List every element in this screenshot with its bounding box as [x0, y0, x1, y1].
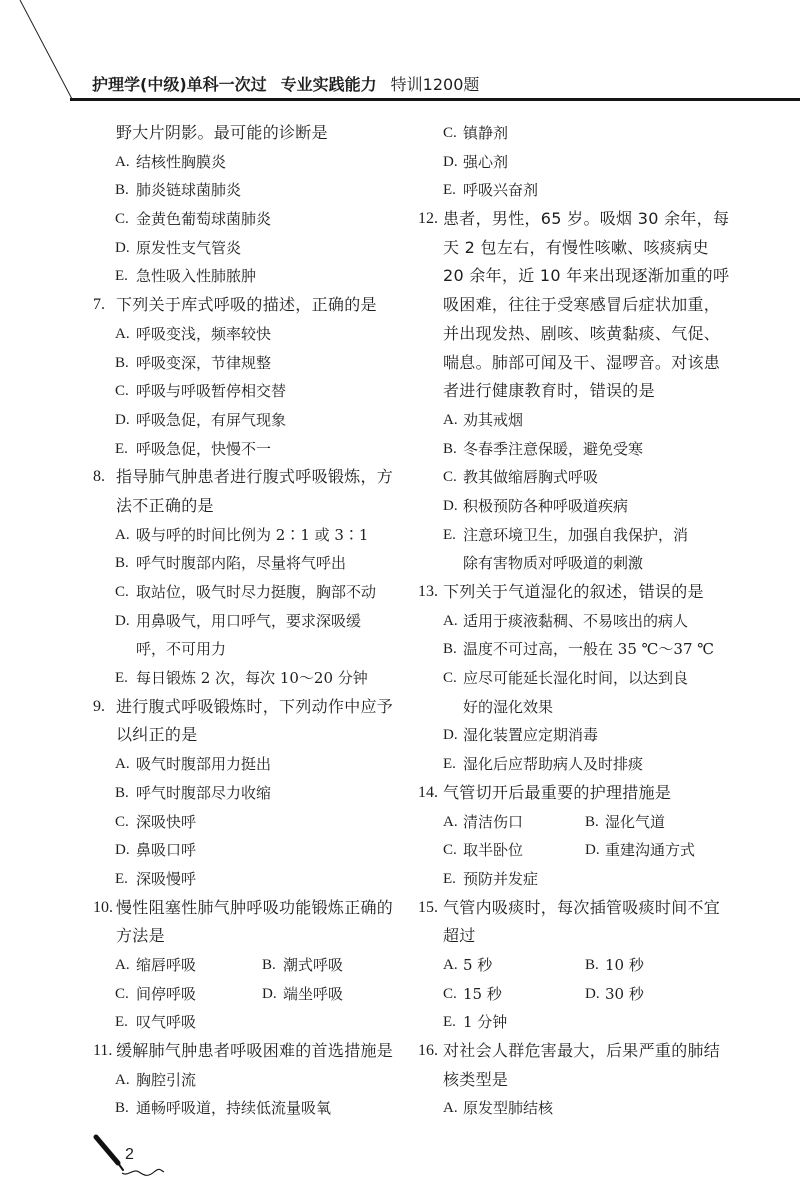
option-text: 缩唇呼吸: [136, 955, 197, 974]
option-label: C.: [115, 813, 129, 830]
option-line: [92, 951, 392, 980]
option-label: A.: [115, 1071, 130, 1088]
option-label: C.: [443, 469, 457, 486]
option-text: 湿化气道: [605, 812, 666, 831]
option-text: 端坐呼吸: [283, 984, 344, 1003]
option-text: 30 秒: [605, 984, 644, 1003]
option-text: 呼气时腹部内陷，尽量将气呼出: [136, 554, 347, 573]
option-label: A.: [115, 756, 130, 773]
question-stem: 进行腹式呼吸锻炼时，下列动作中应予: [116, 696, 394, 716]
option-label: E.: [443, 756, 456, 773]
option-text: 好的湿化效果: [463, 697, 554, 716]
running-header: [92, 75, 479, 95]
text-line: [418, 1066, 718, 1095]
option-text: 通畅呼吸道，持续低流量吸氧: [136, 1099, 332, 1118]
option-line: [92, 176, 392, 205]
option-text: 5 秒: [463, 955, 493, 974]
question-stem: 缓解肺气肿患者呼吸困难的首选措施是: [116, 1041, 394, 1060]
option-line: [418, 808, 718, 837]
question-line: [418, 578, 718, 607]
option-label: A.: [115, 526, 130, 543]
header-rule: [70, 98, 800, 101]
option-line: [92, 148, 392, 177]
option-line: [418, 463, 718, 492]
question-line: [418, 894, 721, 923]
option-text: 金黄色葡萄球菌肺炎: [136, 210, 272, 229]
option-line: [92, 1066, 392, 1095]
question-stem: 20 余年，近 10 年来出现逐渐加重的呼: [443, 266, 730, 286]
option-label: E.: [115, 268, 128, 285]
question-stem: 吸困难，往往于受寒感冒后症状加重，: [443, 295, 721, 315]
question-stem: 野大片阴影。最可能的诊断是: [116, 123, 328, 142]
option-label: A.: [443, 1100, 458, 1117]
option-line: [92, 349, 392, 378]
question-number: 14.: [418, 783, 438, 801]
option-text: 1 分钟: [463, 1013, 508, 1032]
question-stem: 患者，男性，65 岁。吸烟 30 余年，每: [443, 209, 730, 229]
option-text: 温度不可过高，一般在 35 ℃～37 ℃: [463, 640, 715, 659]
option-line: [92, 521, 392, 550]
option-label: B.: [262, 956, 276, 973]
question-stem: 气管内吸痰时，每次插管吸痰时间不宜: [443, 897, 721, 917]
option-line: [92, 750, 392, 779]
text-line: [92, 635, 392, 664]
option-text: 吸气时腹部用力挺出: [136, 755, 272, 774]
option-label: B.: [585, 813, 599, 830]
option-text: 呼吸兴奋剂: [463, 181, 539, 200]
question-number: 7.: [93, 296, 105, 314]
option-text: 镇静剂: [463, 124, 509, 142]
option-text: 劝其戒烟: [463, 410, 524, 429]
option-line: [418, 1008, 718, 1037]
text-line: [418, 234, 718, 263]
option-line: [92, 205, 392, 234]
option-label: C.: [443, 125, 457, 141]
text-line: [92, 119, 392, 148]
option-line: [418, 176, 718, 205]
option-line: [418, 435, 718, 464]
option-line: [92, 549, 392, 578]
option-text: 取半卧位: [463, 841, 524, 860]
option-text: 呼吸急促，快慢不一: [136, 439, 272, 458]
option-label: E.: [115, 670, 128, 687]
question-line: [92, 1037, 392, 1066]
question-number: 12.: [418, 210, 438, 228]
option-line: [92, 607, 392, 636]
option-line: [92, 435, 392, 464]
option-line: [92, 980, 392, 1009]
option-label: C.: [115, 383, 129, 400]
question-line: [92, 693, 392, 722]
question-line: [92, 463, 392, 492]
question-number: 11.: [93, 1042, 113, 1059]
question-stem: 者进行健康教育时，错误的是: [443, 381, 655, 401]
option-label: C.: [443, 842, 457, 859]
option-line: [418, 865, 718, 894]
option-text: 10 秒: [605, 955, 644, 974]
option-label: B.: [115, 784, 129, 801]
option-line: [418, 406, 718, 435]
text-line: [418, 693, 718, 722]
option-text: 原发性支气管炎: [136, 238, 242, 257]
option-label: B.: [115, 555, 129, 572]
option-text: 湿化后应帮助病人及时排痰: [463, 755, 644, 774]
option-text: 间停呼吸: [136, 984, 197, 1003]
question-stem: 对社会人群危害最大，后果严重的肺结: [443, 1041, 721, 1060]
option-line: [418, 119, 718, 148]
question-line: [418, 1037, 721, 1066]
option-line: [92, 664, 392, 693]
option-label: D.: [115, 612, 130, 629]
option-label: E.: [443, 526, 456, 543]
option-label: B.: [443, 641, 457, 658]
option-line: [92, 320, 392, 349]
text-line: [418, 349, 721, 378]
option-text: 每日锻炼 2 次，每次 10～20 分钟: [136, 669, 368, 688]
option-text: 急性吸入性肺脓肿: [136, 267, 257, 286]
option-line: [92, 377, 392, 406]
question-number: 8.: [93, 468, 105, 486]
option-label: E.: [443, 182, 456, 199]
option-label: E.: [443, 870, 456, 887]
option-label: B.: [115, 1100, 129, 1117]
option-label: B.: [585, 956, 599, 973]
option-line: [92, 1094, 392, 1123]
option-line: [418, 750, 718, 779]
series-title: 特训1200题: [390, 75, 480, 94]
option-line: [418, 492, 718, 521]
option-line: [418, 836, 718, 865]
question-line: [418, 205, 730, 234]
option-line: [92, 234, 392, 263]
option-line: [92, 1008, 392, 1037]
question-stem: 天 2 包左右，有慢性咳嗽、咳痰病史: [443, 237, 709, 257]
option-text: 深吸慢呼: [136, 869, 197, 888]
option-label: A.: [115, 956, 130, 973]
question-line: [92, 291, 392, 320]
option-label: E.: [115, 1014, 128, 1031]
option-label: C.: [115, 211, 129, 228]
option-text: 除有害物质对呼吸道的刺激: [463, 554, 644, 573]
option-label: A.: [443, 956, 458, 973]
question-stem: 慢性阻塞性肺气肿呼吸功能锻炼正确的: [116, 897, 394, 917]
option-label: D.: [585, 985, 600, 1002]
text-line: [418, 320, 721, 349]
question-stem: 核类型是: [443, 1069, 509, 1089]
option-text: 预防并发症: [463, 869, 539, 888]
option-text: 鼻吸口呼: [136, 841, 197, 860]
left-column: [92, 119, 392, 1123]
text-line: [92, 492, 392, 521]
option-line: [92, 808, 392, 837]
option-line: [92, 779, 392, 808]
question-number: 9.: [93, 697, 105, 715]
question-stem: 气管切开后最重要的护理措施是: [443, 782, 672, 802]
option-line: [418, 721, 718, 750]
question-line: [92, 894, 392, 923]
option-label: E.: [115, 870, 128, 887]
question-stem: 下列关于气道湿化的叙述，错误的是: [443, 582, 704, 601]
option-line: [418, 635, 718, 664]
subject-title: 专业实践能力: [280, 75, 377, 94]
option-line: [418, 664, 718, 693]
option-label: A.: [443, 612, 458, 629]
text-line: [92, 922, 392, 951]
option-text: 呼吸变深，节律规整: [136, 353, 272, 372]
text-line: [418, 377, 718, 406]
option-label: C.: [115, 584, 129, 600]
option-label: D.: [262, 985, 277, 1002]
option-text: 叹气呼吸: [136, 1013, 197, 1032]
option-text: 潮式呼吸: [283, 955, 344, 974]
option-line: [418, 521, 718, 550]
option-text: 强心剂: [463, 152, 509, 171]
right-column: [418, 119, 730, 1123]
option-label: B.: [115, 182, 129, 199]
option-text: 呼气时腹部尽力收缩: [136, 783, 272, 802]
option-text: 呼吸与呼吸暂停相交替: [136, 382, 287, 401]
option-text: 深吸快呼: [136, 812, 197, 831]
question-stem: 并出现发热、剧咳、咳黄黏痰、气促、: [443, 323, 721, 343]
option-line: [418, 980, 718, 1009]
option-label: E.: [115, 440, 128, 457]
text-line: [418, 262, 730, 291]
text-line: [418, 291, 721, 320]
question-stem: 法不正确的是: [116, 495, 214, 515]
option-line: [92, 262, 392, 291]
option-text: 原发型肺结核: [463, 1099, 554, 1118]
option-text: 冬春季注意保暖，避免受寒: [463, 439, 644, 458]
text-line: [418, 922, 718, 951]
question-stem: 以纠正的是: [116, 725, 198, 745]
option-line: [418, 1094, 718, 1123]
option-text: 吸与呼的时间比例为 2∶1 或 3∶1: [136, 525, 369, 544]
question-number: 10.: [93, 898, 113, 916]
option-label: D.: [115, 411, 130, 428]
option-line: [92, 406, 392, 435]
option-label: B.: [115, 354, 129, 371]
option-text: 用鼻吸气，用口呼气，要求深吸缓: [136, 611, 362, 630]
question-stem: 方法是: [116, 926, 165, 946]
option-line: [418, 148, 718, 177]
option-label: A.: [443, 411, 458, 428]
page-number: 2: [125, 1146, 134, 1163]
question-line: [418, 779, 718, 808]
option-text: 呼，不可用力: [136, 640, 227, 659]
option-text: 应尽可能延长湿化时间，以达到良: [463, 669, 689, 688]
question-stem: 下列关于库式呼吸的描述，正确的是: [116, 295, 377, 315]
option-text: 取站位，吸气时尽力挺腹，胸部不动: [136, 583, 377, 601]
option-text: 结核性胸膜炎: [136, 152, 227, 171]
option-line: [92, 836, 392, 865]
option-label: D.: [585, 842, 600, 859]
option-text: 湿化装置应定期消毒: [463, 726, 599, 745]
option-text: 适用于痰液黏稠、不易咳出的病人: [463, 611, 689, 630]
option-label: D.: [115, 239, 130, 256]
option-text: 胸腔引流: [136, 1070, 197, 1089]
option-label: D.: [443, 153, 458, 170]
option-line: [418, 607, 718, 636]
option-text: 重建沟通方式: [605, 841, 696, 860]
option-text: 呼吸急促，有屏气现象: [136, 410, 287, 429]
option-label: E.: [443, 1014, 456, 1031]
option-label: C.: [115, 985, 129, 1002]
option-text: 清洁伤口: [463, 812, 524, 831]
question-stem: 指导肺气肿患者进行腹式呼吸锻炼，方: [116, 467, 394, 487]
option-label: A.: [115, 153, 130, 170]
question-stem: 超过: [443, 926, 476, 946]
option-text: 积极预防各种呼吸道疾病: [463, 496, 629, 515]
option-text: 注意环境卫生，加强自我保护，消: [463, 525, 689, 544]
book-title: 护理学(中级)单科一次过: [92, 75, 267, 94]
option-text: 15 秒: [463, 984, 502, 1003]
option-label: C.: [443, 985, 457, 1002]
option-label: D.: [115, 842, 130, 859]
question-stem: 喘息。肺部可闻及干、湿啰音。对该患: [443, 352, 721, 372]
option-label: A.: [115, 325, 130, 342]
question-number: 16.: [418, 1042, 438, 1059]
option-line: [418, 951, 718, 980]
option-label: A.: [443, 813, 458, 830]
option-label: B.: [443, 440, 457, 457]
text-line: [418, 549, 718, 578]
option-line: [92, 578, 392, 607]
option-text: 呼吸变浅，频率较快: [136, 324, 272, 343]
question-number: 13.: [418, 583, 438, 600]
text-line: [92, 721, 392, 750]
option-line: [92, 865, 392, 894]
option-text: 教其做缩唇胸式呼吸: [463, 468, 599, 487]
option-label: C.: [443, 670, 457, 687]
option-text: 肺炎链球菌肺炎: [136, 181, 242, 200]
question-number: 15.: [418, 898, 438, 916]
option-label: D.: [443, 497, 458, 514]
option-label: D.: [443, 727, 458, 744]
